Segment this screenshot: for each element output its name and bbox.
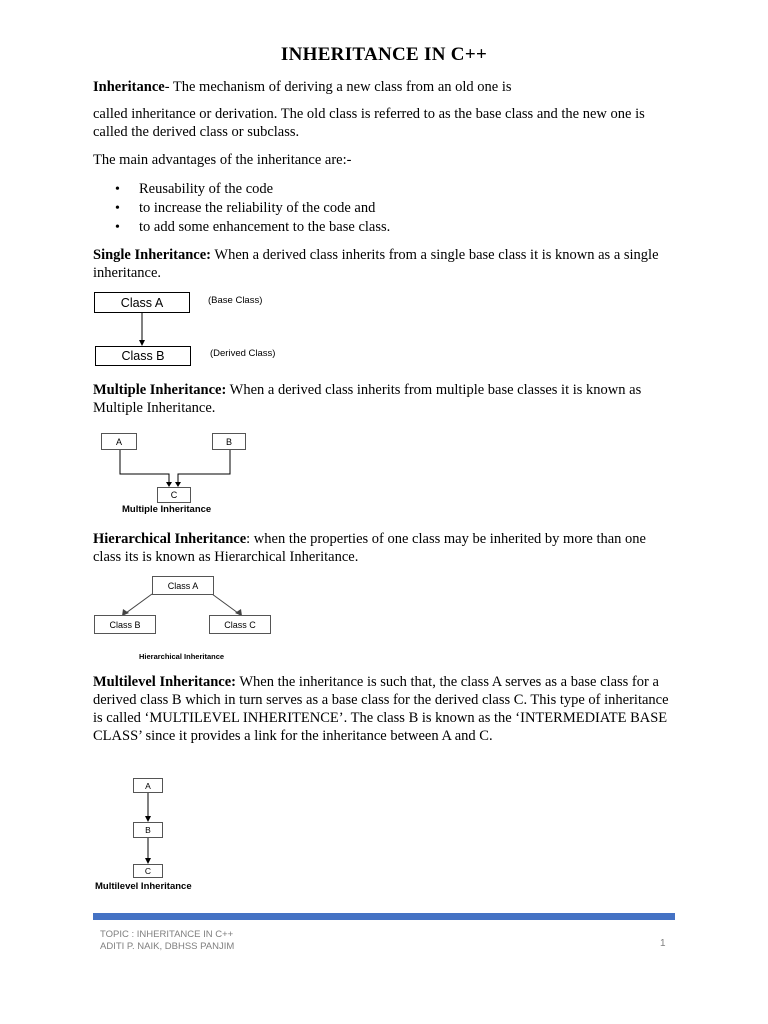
multiple-box-b: B bbox=[212, 433, 246, 450]
multilevel-box-a: A bbox=[133, 778, 163, 793]
intro-term: Inheritance bbox=[93, 79, 165, 95]
multiple-term: Multiple Inheritance: bbox=[93, 382, 227, 398]
class-b-box: Class B bbox=[95, 346, 191, 366]
multilevel-box-c: C bbox=[133, 864, 163, 878]
hierarchical-caption: Hierarchical Inheritance bbox=[139, 652, 225, 661]
hierarchical-class-a-box: Class A bbox=[152, 576, 214, 595]
multilevel-box-b: B bbox=[133, 822, 163, 838]
base-class-note: (Base Class) bbox=[208, 295, 263, 306]
hierarchical-class-c-box: Class C bbox=[209, 615, 271, 634]
multiple-text: When a derived class inherits from multiple base classes it is known as Multiple Inheritance. bbox=[93, 382, 642, 416]
hierarchical-text: : when the properties of one class may be inherited by more than one class its is known as Hierarchical Inheritance. bbox=[93, 531, 646, 565]
footer-author: ADITI P. NAIK, DBHSS PANJIM bbox=[100, 941, 235, 952]
footer-topic: TOPIC : INHERITANCE IN C++ bbox=[100, 929, 234, 940]
list-item: • Reusability of the code bbox=[93, 180, 673, 199]
multiple-caption: Multiple Inheritance bbox=[122, 504, 212, 515]
list-item: • to increase the reliability of the code and bbox=[93, 199, 673, 218]
single-text: When a derived class inherits from a single base class it is known as a single inheritance. bbox=[93, 247, 659, 281]
multilevel-caption: Multilevel Inheritance bbox=[95, 881, 192, 892]
intro-line-2: called inheritance or derivation. The old class is referred to as the base class and the new one is called the derived class or subclass. bbox=[93, 106, 645, 140]
derived-class-note: (Derived Class) bbox=[210, 348, 276, 359]
multilevel-text: When the inheritance is such that, the class A serves as a base class for a derived class B which in turn serves as a base class for the derived class C. This type of inheritance is called ‘MULTILEVEL INHERITENCE’. The class B is known as the ‘INTERMEDIATE BASE CLASS’ since it provides a link for the inheritance between A and C. bbox=[93, 674, 669, 744]
class-a-box: Class A bbox=[94, 292, 190, 313]
footer-text bbox=[100, 929, 234, 953]
page-title: INHERITANCE IN C++ bbox=[280, 44, 488, 65]
page-number: 1 bbox=[660, 938, 666, 949]
list-item: • to add some enhancement to the base class. bbox=[93, 218, 673, 237]
multilevel-term: Multilevel Inheritance: bbox=[93, 674, 236, 690]
hierarchical-term: Hierarchical Inheritance bbox=[93, 531, 247, 547]
intro-text-1: - The mechanism of deriving a new class from an old one is bbox=[164, 79, 512, 95]
multiple-box-a: A bbox=[101, 433, 137, 450]
single-term: Single Inheritance: bbox=[93, 247, 212, 263]
advantages-heading: The main advantages of the inheritance are:- bbox=[93, 152, 352, 168]
hierarchical-class-b-box: Class B bbox=[94, 615, 156, 634]
footer-bar bbox=[93, 913, 675, 920]
multiple-box-c: C bbox=[157, 487, 191, 503]
